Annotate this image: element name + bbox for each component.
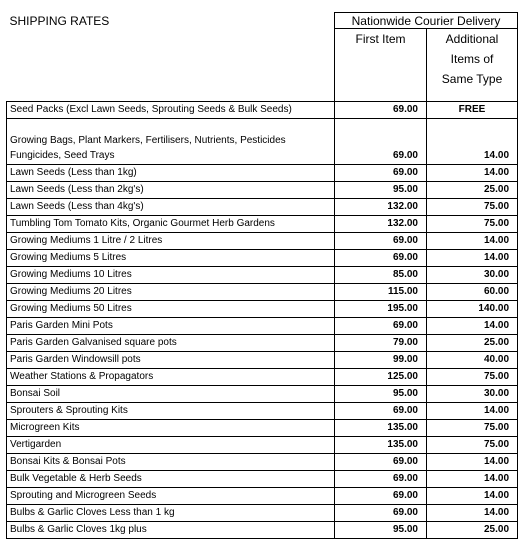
- table-row: [7, 215, 518, 232]
- first-item-price: 95.00: [335, 521, 427, 538]
- additional-item-price: 75.00: [427, 215, 518, 232]
- item-name: Lawn Seeds (Less than 4kg's): [7, 198, 335, 215]
- additional-item-price: 75.00: [427, 198, 518, 215]
- item-name: Microgreen Kits: [7, 419, 335, 436]
- first-item-price: 135.00: [335, 436, 427, 453]
- additional-item-price: 14.00: [427, 317, 518, 334]
- table-row: [7, 334, 518, 351]
- first-item-price: 69.00: [335, 164, 427, 181]
- header-spacer: [7, 29, 335, 102]
- additional-item-price: 14.00: [427, 249, 518, 266]
- item-name: Bonsai Soil: [7, 385, 335, 402]
- additional-item-price: 30.00: [427, 385, 518, 402]
- additional-item-price: 25.00: [427, 334, 518, 351]
- item-name: Weather Stations & Propagators: [7, 368, 335, 385]
- item-name: Seed Packs (Excl Lawn Seeds, Sprouting Seeds & Bulk Seeds): [7, 101, 335, 118]
- table-row: [7, 470, 518, 487]
- item-name: Growing Mediums 5 Litres: [7, 249, 335, 266]
- additional-item-price: 14.00: [427, 487, 518, 504]
- item-name: Paris Garden Windowsill pots: [7, 351, 335, 368]
- item-name: Paris Garden Mini Pots: [7, 317, 335, 334]
- first-item-price: 95.00: [335, 385, 427, 402]
- item-name: Sprouting and Microgreen Seeds: [7, 487, 335, 504]
- additional-line-1: Additional: [445, 32, 499, 46]
- additional-item-price: 75.00: [427, 436, 518, 453]
- table-row: [7, 249, 518, 266]
- additional-item-price: 30.00: [427, 266, 518, 283]
- item-name: Growing Mediums 20 Litres: [7, 283, 335, 300]
- table-row: [7, 368, 518, 385]
- additional-item-price: 14.00: [427, 402, 518, 419]
- additional-item-price: 140.00: [427, 300, 518, 317]
- additional-item-price: 25.00: [427, 521, 518, 538]
- first-item-price: 69.00: [335, 317, 427, 334]
- table-row: [7, 487, 518, 504]
- first-item-price: 79.00: [335, 334, 427, 351]
- page-title: SHIPPING RATES: [9, 13, 110, 28]
- table-row: [7, 453, 518, 470]
- shipping-rates-sheet: [6, 12, 517, 539]
- item-name: Lawn Seeds (Less than 2kg's): [7, 181, 335, 198]
- first-item-price: 95.00: [335, 181, 427, 198]
- table-row: [7, 436, 518, 453]
- table-row: [7, 118, 518, 164]
- additional-item-price: 14.00: [427, 164, 518, 181]
- table-row: [7, 232, 518, 249]
- item-name: Growing Mediums 50 Litres: [7, 300, 335, 317]
- table-row: [7, 504, 518, 521]
- additional-line-3: Same Type: [441, 72, 503, 86]
- additional-items-header: [427, 29, 518, 102]
- first-item-price: 69.00: [335, 453, 427, 470]
- item-name: Bulbs & Garlic Cloves Less than 1 kg: [7, 504, 335, 521]
- additional-item-price: 25.00: [427, 181, 518, 198]
- additional-item-price: 14.00: [427, 453, 518, 470]
- table-row: [7, 402, 518, 419]
- first-item-price: 115.00: [335, 283, 427, 300]
- item-name: Growing Mediums 1 Litre / 2 Litres: [7, 232, 335, 249]
- first-item-price: 69.00: [335, 470, 427, 487]
- header-row-1: [7, 13, 518, 29]
- additional-line-2: Items of: [450, 52, 494, 66]
- first-item-price: 195.00: [335, 300, 427, 317]
- table-row: [7, 300, 518, 317]
- additional-item-price: 75.00: [427, 368, 518, 385]
- first-item-price: 125.00: [335, 368, 427, 385]
- additional-item-price: 40.00: [427, 351, 518, 368]
- first-item-price: 132.00: [335, 215, 427, 232]
- item-name: Vertigarden: [7, 436, 335, 453]
- shipping-rates-table: [6, 12, 518, 539]
- item-name: Sprouters & Sprouting Kits: [7, 402, 335, 419]
- first-item-price: 69.00: [335, 101, 427, 118]
- additional-item-price: 60.00: [427, 283, 518, 300]
- table-row: [7, 385, 518, 402]
- table-row: [7, 164, 518, 181]
- item-name: Bonsai Kits & Bonsai Pots: [7, 453, 335, 470]
- header-row-2: [7, 29, 518, 102]
- first-item-price: 99.00: [335, 351, 427, 368]
- item-name: Bulbs & Garlic Cloves 1kg plus: [7, 521, 335, 538]
- item-name: Lawn Seeds (Less than 1kg): [7, 164, 335, 181]
- item-name: Growing Mediums 10 Litres: [7, 266, 335, 283]
- first-item-price: 135.00: [335, 419, 427, 436]
- additional-item-price: 14.00: [427, 470, 518, 487]
- item-name: Bulk Vegetable & Herb Seeds: [7, 470, 335, 487]
- first-item-price: 69.00: [335, 249, 427, 266]
- additional-item-price: 75.00: [427, 419, 518, 436]
- first-item-price: 69.00: [335, 232, 427, 249]
- table-row: [7, 198, 518, 215]
- additional-item-price: 14.00: [427, 118, 518, 164]
- table-row: [7, 317, 518, 334]
- first-item-header: First Item: [335, 29, 427, 102]
- first-item-price: 69.00: [335, 118, 427, 164]
- table-row: [7, 266, 518, 283]
- table-row: [7, 101, 518, 118]
- additional-item-price: 14.00: [427, 504, 518, 521]
- table-row: [7, 283, 518, 300]
- item-name: Growing Bags, Plant Markers, Fertilisers, Nutrients, Pesticides Fungicides, Seed Trays: [7, 118, 335, 164]
- item-name: Tumbling Tom Tomato Kits, Organic Gourmet Herb Gardens: [7, 215, 335, 232]
- first-item-price: 69.00: [335, 504, 427, 521]
- first-item-price: 69.00: [335, 402, 427, 419]
- table-row: [7, 181, 518, 198]
- table-row: [7, 419, 518, 436]
- additional-item-price: FREE: [427, 101, 518, 118]
- first-item-price: 85.00: [335, 266, 427, 283]
- first-item-price: 132.00: [335, 198, 427, 215]
- table-row: [7, 351, 518, 368]
- table-row: [7, 521, 518, 538]
- courier-header: Nationwide Courier Delivery: [335, 13, 518, 29]
- additional-item-price: 14.00: [427, 232, 518, 249]
- item-name: Paris Garden Galvanised square pots: [7, 334, 335, 351]
- first-item-price: 69.00: [335, 487, 427, 504]
